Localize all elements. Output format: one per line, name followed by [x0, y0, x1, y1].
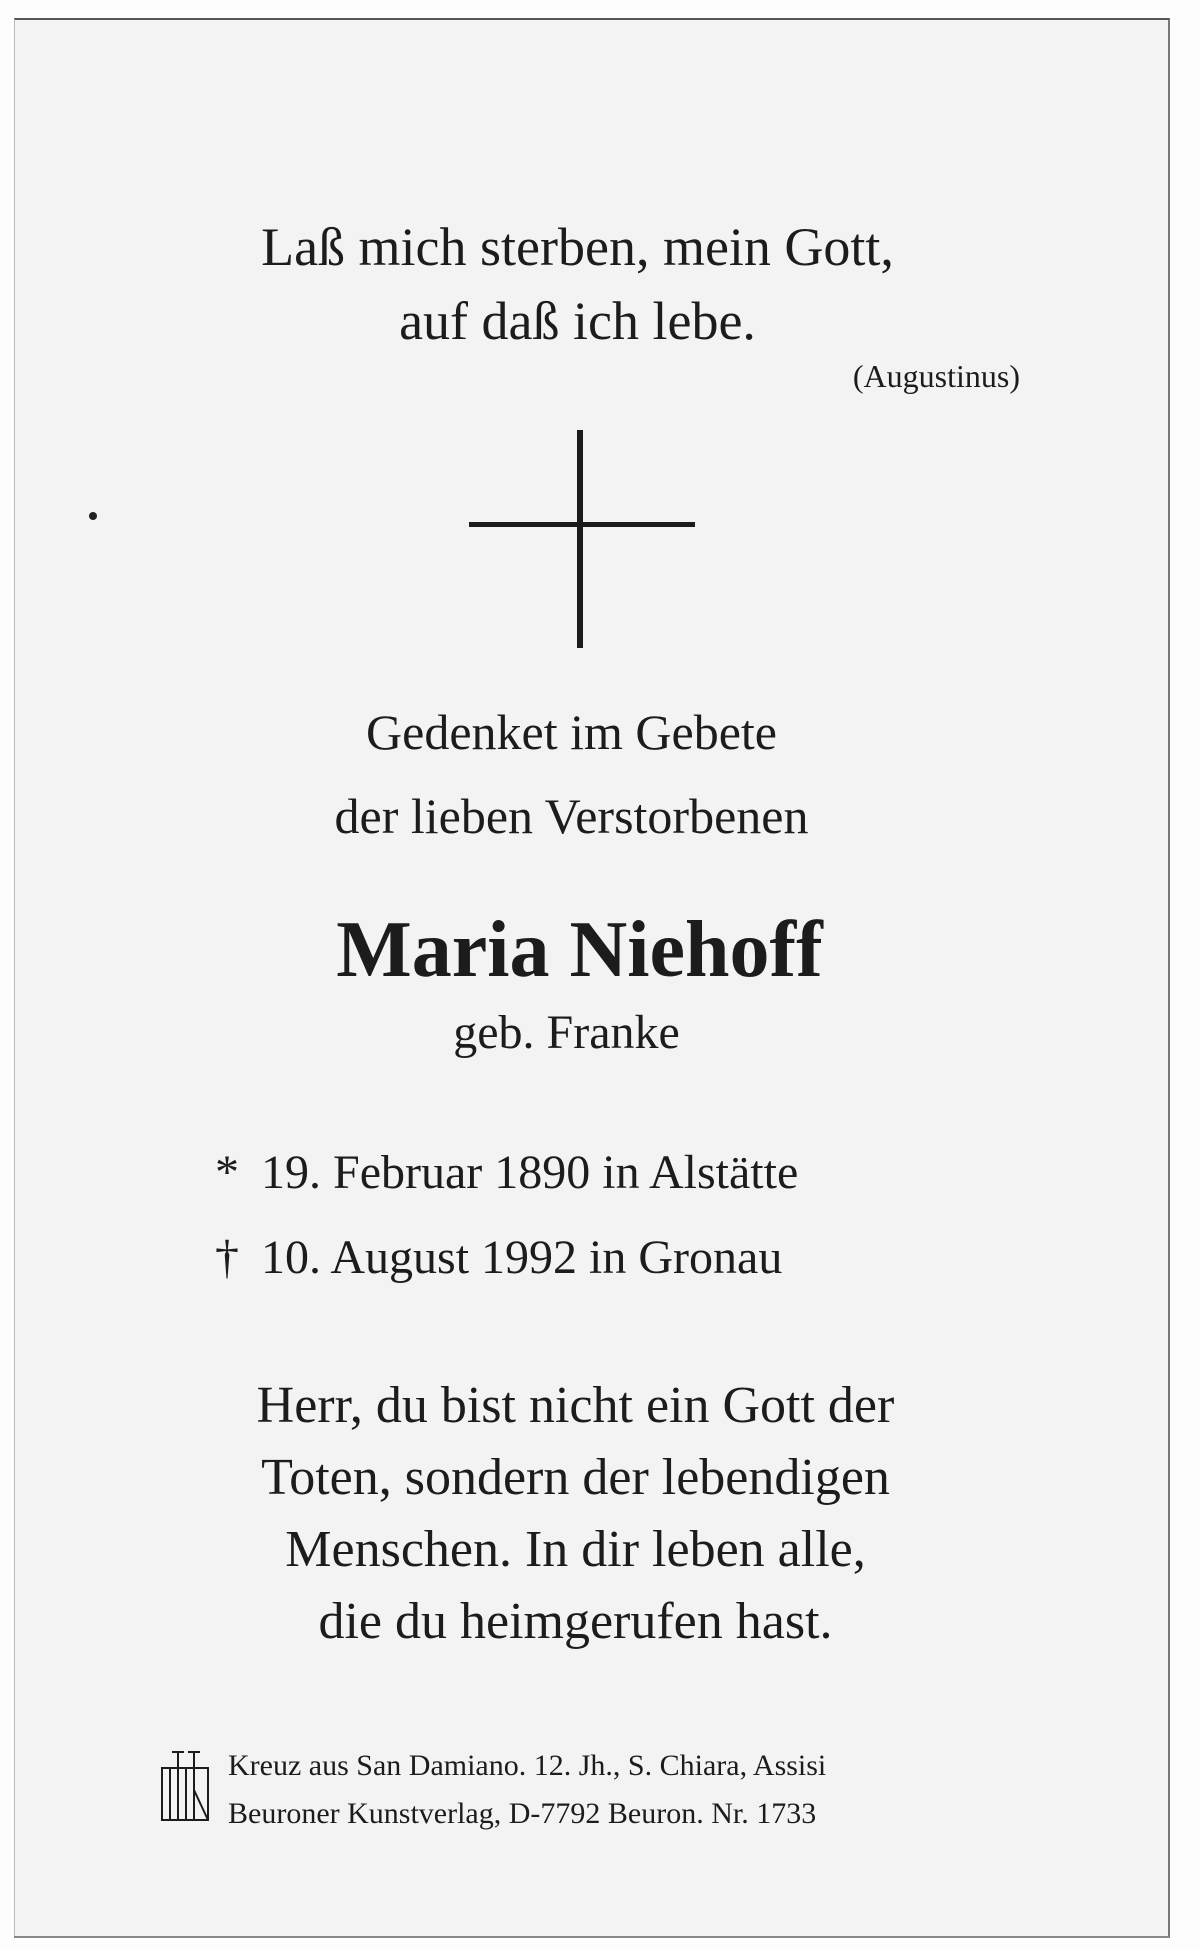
imprint-text: [228, 1742, 826, 1838]
motto: [1, 210, 1154, 358]
cross-horizontal-bar: [469, 522, 695, 527]
cross-icon: [449, 410, 719, 650]
birth-row: [215, 1130, 798, 1215]
verse-line-3: Menschen. In dir leben alle,: [285, 1521, 866, 1578]
verse-line-4: die du heimgerufen hast.: [318, 1593, 833, 1650]
birth-star-icon: *: [215, 1146, 239, 1199]
bible-verse: [0, 1370, 1152, 1658]
remembrance-line-1: Gedenket im Gebete: [366, 704, 777, 760]
deceased-name: Maria Niehoff: [336, 906, 823, 994]
card-bottom-edge: [14, 1936, 1169, 1938]
remembrance-line-2: der lieben Verstorbenen: [334, 788, 809, 844]
death-cross-icon: †: [215, 1231, 239, 1284]
birth-name: geb. Franke: [453, 1006, 680, 1059]
motto-line-1: Laß mich sterben, mein Gott,: [261, 217, 894, 277]
scan-speck: [89, 512, 97, 520]
life-dates: [215, 1130, 798, 1300]
death-row: [215, 1215, 798, 1300]
publisher-logo-icon: [160, 1750, 210, 1822]
cross-vertical-bar: [577, 430, 583, 648]
death-date: 10. August 1992 in Gronau: [261, 1231, 783, 1284]
imprint-line-2: Beuroner Kunstverlag, D-7792 Beuron. Nr. 1733: [228, 1797, 817, 1830]
remembrance-text: [0, 690, 1148, 858]
memorial-card: [14, 18, 1170, 1938]
birth-date: 19. Februar 1890 in Alstätte: [261, 1146, 799, 1199]
verse-line-1: Herr, du bist nicht ein Gott der: [256, 1377, 895, 1434]
motto-source: (Augustinus): [852, 358, 1020, 394]
verse-line-2: Toten, sondern der lebendigen: [261, 1449, 890, 1506]
motto-line-2: auf daß ich lebe.: [399, 291, 756, 351]
imprint-line-1: Kreuz aus San Damiano. 12. Jh., S. Chiara, Assisi: [228, 1749, 827, 1782]
